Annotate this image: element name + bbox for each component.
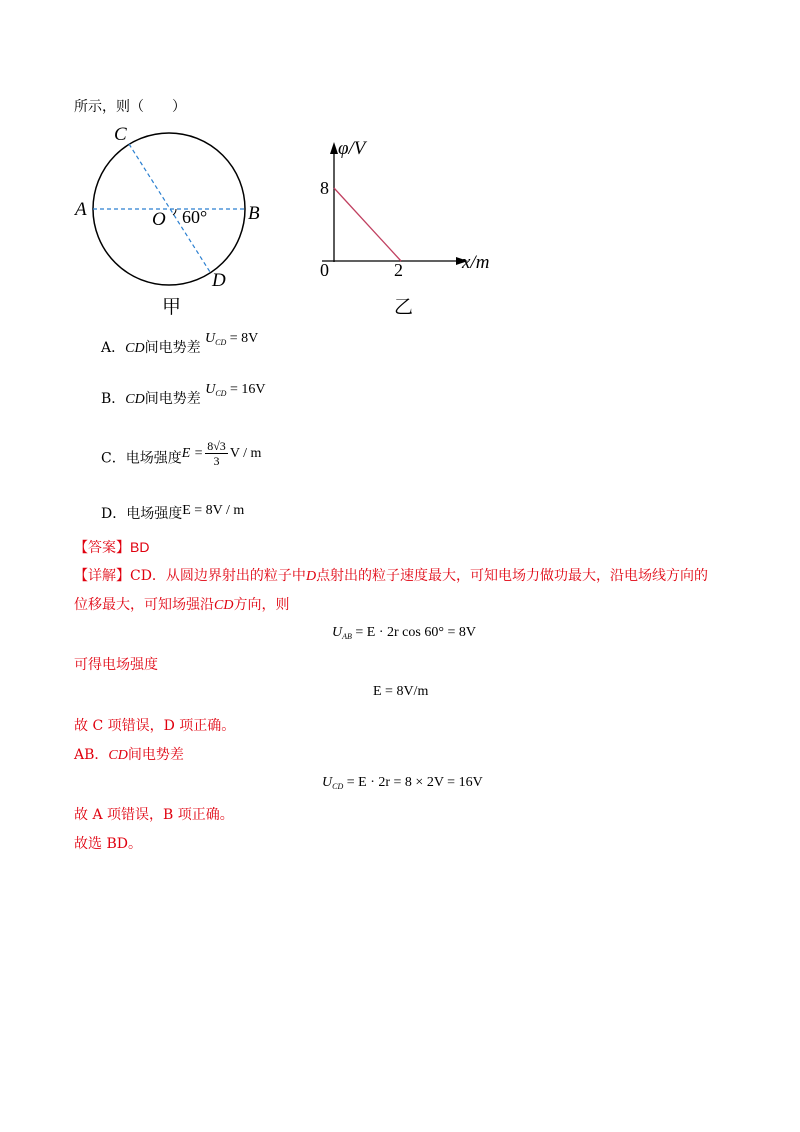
origin-label: 0 (320, 260, 329, 280)
x-tick-2: 2 (394, 260, 403, 280)
equation-ucd: $U_{CD} = E \cdot 2r = 8 \times 2V = 16V$ (322, 775, 483, 791)
option-b-formula: $U_{CD} = 16V$ (205, 382, 266, 398)
figure-yi (310, 130, 510, 290)
option-d: D．电场强度E = 8V / m (101, 503, 245, 522)
detail-line-3: 可得电场强度 (74, 657, 158, 673)
label-c: C (114, 124, 127, 145)
equation-uab: $U_{AB} = E \cdot 2r$ cos 60° = 8V (332, 625, 476, 641)
x-axis-label: x/m (462, 252, 490, 273)
label-a: A (75, 199, 87, 220)
potential-line (334, 188, 401, 261)
figure-jia (70, 120, 270, 320)
option-c: C．电场强度E = $\frac{8√3}{3}$ V / m (101, 439, 262, 468)
caption-yi: 乙 (394, 296, 414, 318)
label-o: O (152, 209, 166, 230)
detail-line-2: 位移最大，可知场强沿CD方向，则 (74, 597, 290, 613)
detail-line-1: 【详解】CD．从圆边界射出的粒子中D点射出的粒子速度最大，可知电场力做功最大，沿电场线方向的 (74, 568, 709, 584)
option-a-formula: $U_{CD} = 8V$ (205, 331, 259, 347)
detail-line-5: AB．CD间电势差 (74, 747, 184, 763)
option-c-formula: E = $\frac{8√3}{3}$ V / m (181, 439, 262, 468)
detail-line-4: 故 C 项错误，D 项正确。 (74, 718, 236, 734)
detail-line-6: 故 A 项错误，B 项正确。 (74, 807, 234, 823)
question-intro: 所示，则（ ） (74, 99, 186, 115)
y-tick-8: 8 (320, 178, 329, 198)
label-b: B (248, 203, 260, 224)
option-d-formula: E = 8V / m (182, 503, 245, 518)
caption-jia: 甲 (162, 296, 182, 318)
equation-e: E = 8V/m (373, 684, 429, 699)
angle-arc (173, 209, 176, 215)
label-d: D (212, 270, 226, 291)
answer-line: 【答案】BD (74, 539, 150, 556)
option-a: A．CD间电势差 $U_{CD} = 8V$ (101, 331, 259, 356)
detail-line-7: 故选 BD。 (74, 836, 142, 852)
option-b: B．CD间电势差 $U_{CD} = 16V$ (101, 382, 266, 407)
y-axis-arrow (330, 142, 338, 154)
label-angle: 60° (182, 207, 208, 227)
y-axis-label: φ/V (338, 138, 366, 159)
